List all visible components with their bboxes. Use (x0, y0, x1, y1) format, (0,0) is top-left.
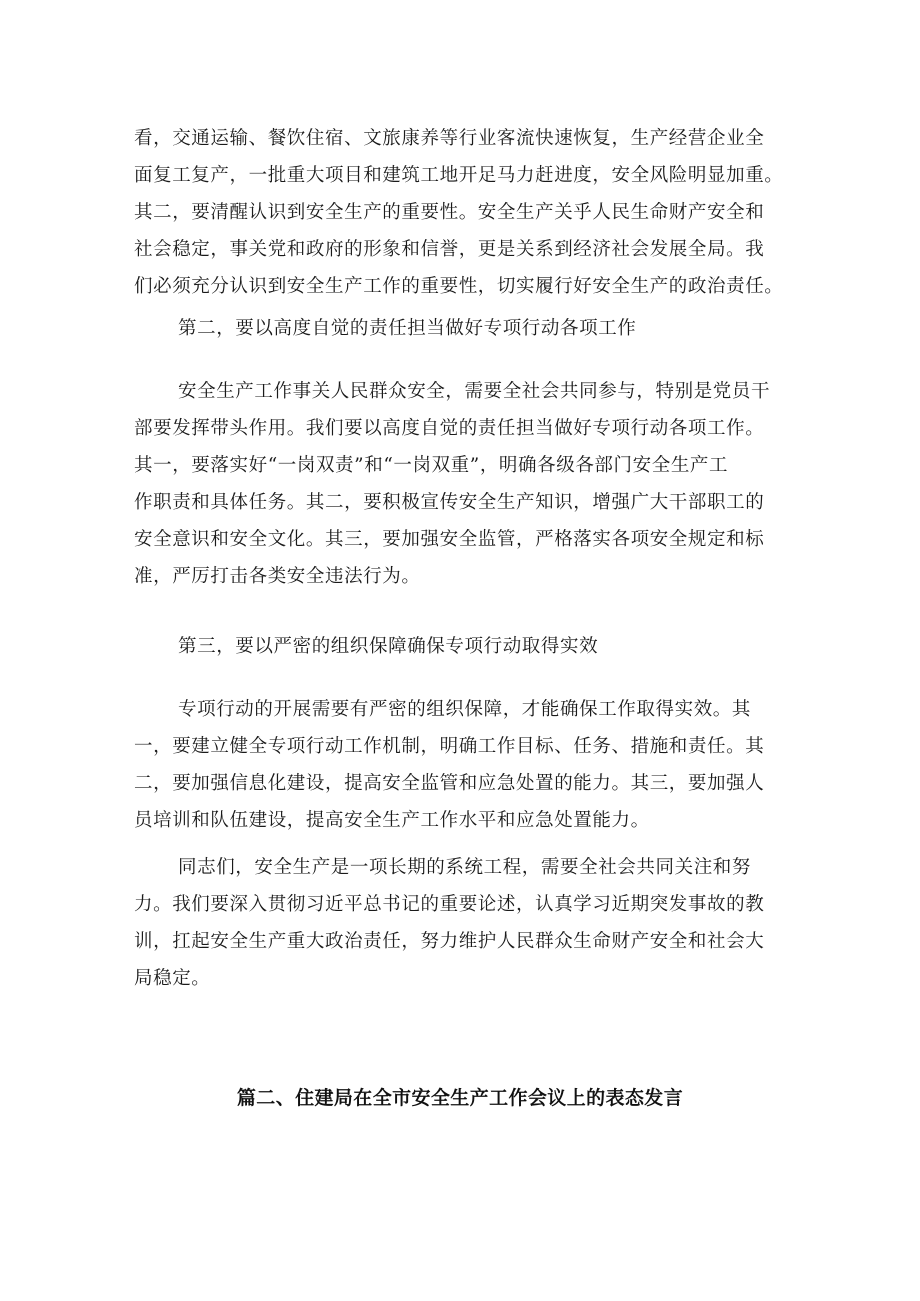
text-line: 训，扛起安全生产重大政治责任，努力维护人民群众生命财产安全和社会大 (134, 931, 765, 952)
text-line: 作职责和具体任务。其二，要积极宣传安全生产知识，增强广大干部职工的 (134, 492, 765, 513)
text-line: 一，要建立健全专项行动工作机制，明确工作目标、任务、措施和责任。其 (134, 736, 765, 757)
text-line: 安全意识和安全文化。其三，要加强安全监管，严格落实各项安全规定和标 (134, 529, 765, 550)
paragraph-second (134, 373, 794, 595)
text-line: 专项行动的开展需要有严密的组织保障，才能确保工作取得实效。其 (178, 699, 752, 720)
section-heading-second (134, 310, 794, 347)
paragraph-continued (134, 120, 794, 305)
paragraph-closing (134, 849, 794, 997)
text-line: 部要发挥带头作用。我们要以高度自觉的责任担当做好专项行动各项工作。 (134, 418, 765, 439)
text-line: 看，交通运输、餐饮住宿、文旅康养等行业客流快速恢复，生产经营企业全 (134, 128, 765, 149)
document-title: 篇二、住建局在全市安全生产工作会议上的表态发言 (236, 1087, 684, 1109)
text-line: 其一，要落实好“一岗双责”和“一岗双重”，明确各级各部门安全生产工 (134, 455, 729, 476)
section-heading-third (134, 628, 794, 665)
text-line: 面复工复产，一批重大项目和建筑工地开足马力赶进度，安全风险明显加重。 (134, 165, 784, 186)
text-line: 安全生产工作事关人民群众安全，需要全社会共同参与，特别是党员干 (178, 381, 771, 402)
text-line: 力。我们要深入贯彻习近平总书记的重要论述，认真学习近期突发事故的教 (134, 894, 765, 915)
text-line: 准，严厉打击各类安全违法行为。 (134, 566, 421, 587)
heading-line: 第三，要以严密的组织保障确保专项行动取得实效 (178, 636, 599, 657)
text-line: 其二，要清醒认识到安全生产的重要性。安全生产关乎人民生命财产安全和 (134, 202, 765, 223)
text-line: 局稳定。 (134, 968, 211, 989)
text-line: 同志们，安全生产是一项长期的系统工程，需要全社会共同关注和努 (178, 857, 752, 878)
paragraph-third (134, 691, 794, 839)
text-line: 社会稳定，事关党和政府的形象和信誉，更是关系到经济社会发展全局。我 (134, 239, 765, 260)
text-line: 二，要加强信息化建设，提高安全监管和应急处置的能力。其三，要加强人 (134, 773, 765, 794)
text-line: 员培训和队伍建设，提高安全生产工作水平和应急处置能力。 (134, 810, 650, 831)
heading-line: 第二，要以高度自觉的责任担当做好专项行动各项工作 (178, 318, 637, 339)
text-line: 们必须充分认识到安全生产工作的重要性，切实履行好安全生产的政治责任。 (134, 276, 784, 297)
